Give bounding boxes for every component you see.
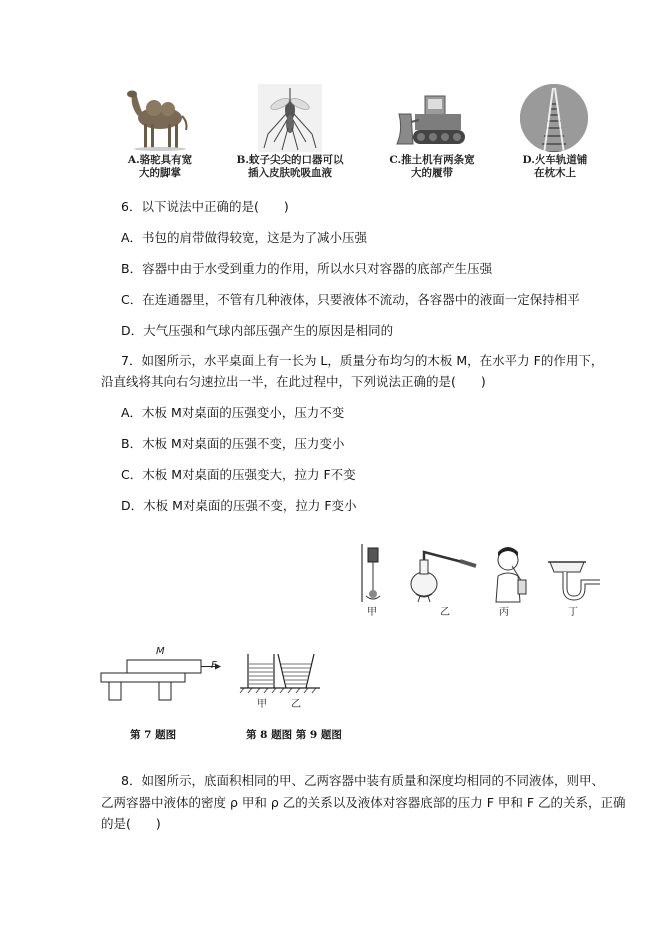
q6-stem: 6．以下说法中正确的是( ) <box>121 199 289 214</box>
mosquito-icon <box>258 84 322 152</box>
q7-option-c: C．木板 M对桌面的压强变大，拉力 F不变 <box>121 467 356 482</box>
caption-b: B.蚊子尖尖的口器可以 插入皮肤吮吸血液 <box>236 154 344 179</box>
rail-track-icon <box>518 82 590 154</box>
q7-option-d: D．木板 M对桌面的压强不变，拉力 F变小 <box>121 498 357 513</box>
bulldozer-icon <box>395 90 469 152</box>
caption-d: D.火车轨道铺 在枕木上 <box>522 154 588 179</box>
fig7-label-f: F <box>211 660 217 671</box>
q6-option-c: C．在连通器里，不管有几种液体，只要液体不流动，各容器中的液面一定保持相平 <box>121 292 580 307</box>
q8-line3: 的是( ) <box>101 816 161 831</box>
fig9-label-bing: 丙 <box>499 607 509 618</box>
containers-diagram <box>238 650 328 696</box>
q8-line2: 乙两容器中液体的密度 ρ 甲和 ρ 乙的关系以及液体对容器底部的压力 F 甲和 F 乙的关系，正确 <box>101 795 626 810</box>
sink-trap-icon <box>546 558 602 602</box>
caption-a: A.骆驼具有宽 大的脚掌 <box>127 154 193 179</box>
q7-stem-line2: 沿直线将其向右匀速拉出一半，在此过程中，下列说法正确的是( ) <box>101 374 486 389</box>
fig8-label-jia: 甲 <box>257 699 267 710</box>
fig7 <box>95 648 225 708</box>
q8-line1: 8．如图所示，底面积相同的甲、乙两容器中装有质量和深度均相同的不同液体，则甲、 <box>121 773 604 788</box>
fig9-label-ding: 丁 <box>568 607 578 618</box>
q7-option-b: B．木板 M对桌面的压强不变，压力变小 <box>121 436 345 451</box>
fig7-caption: 第 7 题图 <box>130 729 177 741</box>
fig8-label-yi: 乙 <box>291 699 301 710</box>
fig9-label-yi: 乙 <box>440 607 450 618</box>
boy-drinking-icon <box>486 546 532 604</box>
fig8 <box>238 650 328 712</box>
q6-option-b: B．容器中由于水受到重力的作用，所以水只对容器的底部产生压强 <box>121 261 493 276</box>
flask-tube-icon <box>406 550 478 602</box>
camel-icon <box>120 86 200 152</box>
wall-device-icon <box>358 544 388 602</box>
caption-c: C.推土机有两条宽 大的履带 <box>389 154 475 179</box>
fig8-fig9-caption: 第 8 题图 第 9 题图 <box>246 729 342 741</box>
fig9 <box>350 540 610 620</box>
q6-option-a: A．书包的肩带做得较宽，这是为了减小压强 <box>121 230 368 245</box>
q6-option-d: D．大气压强和气球内部压强产生的原因是相同的 <box>121 323 394 338</box>
fig7-label-m: M <box>156 646 165 657</box>
q7-stem-line1: 7．如图所示，水平桌面上有一长为 L，质量分布均匀的木板 M，在水平力 F的作用下， <box>121 353 604 368</box>
top-image-row <box>0 80 661 190</box>
q7-option-a: A．木板 M对桌面的压强变小，压力不变 <box>121 405 345 420</box>
fig9-label-jia: 甲 <box>367 607 377 618</box>
